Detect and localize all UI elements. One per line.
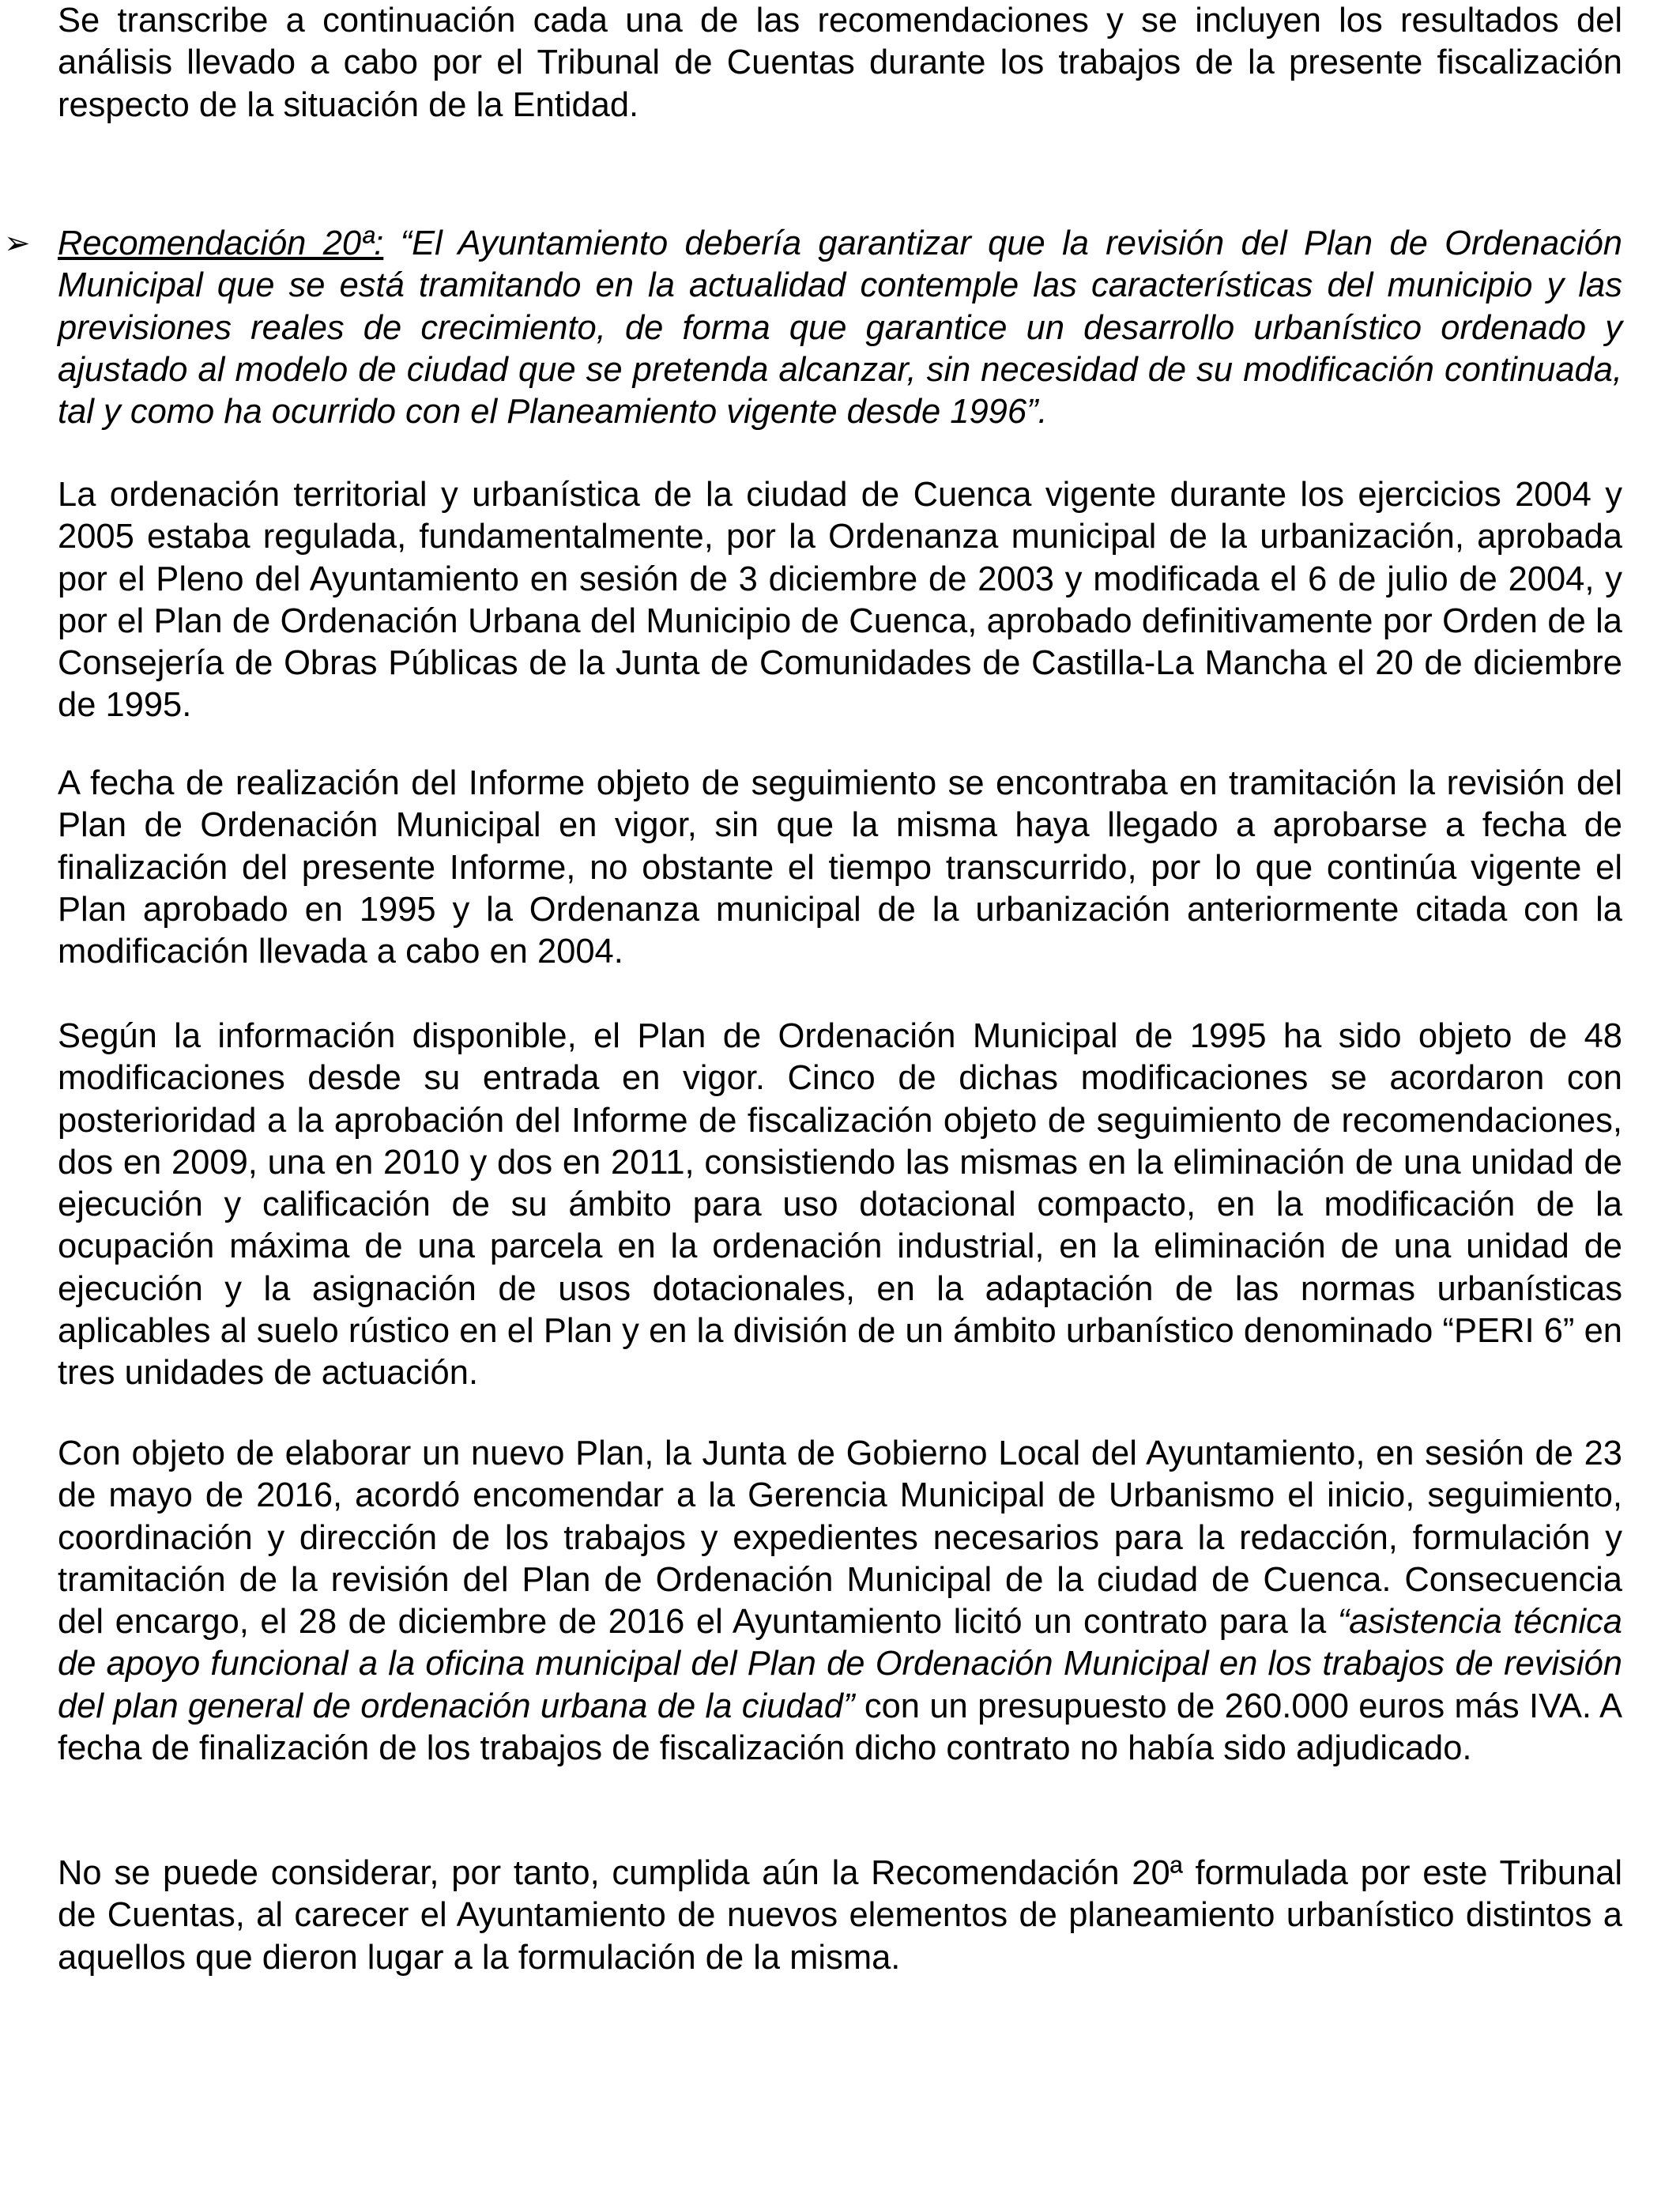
body-paragraph-5: No se puede considerar, por tanto, cumplida aún la Recomendación 20ª formulada por este Tribunal de Cuentas, al carecer el Ayuntamiento de nuevos elementos de planeamiento urbanístico distintos a aquellos que dieron lugar a la formulación de la misma. [58,1854,1622,1977]
recommendation-label: Recomendación 20ª: [58,224,384,262]
contract-title-quote: “asistencia técnica de apoyo funcional a la oficina municipal del Plan de Ordenación Municipal en los trabajos de revisión del plan general de ordenación urbana de la ciudad” [58,1603,1622,1725]
body-paragraph-2: A fecha de realización del Informe objeto de seguimiento se encontraba en tramitación la revisión del Plan de Ordenación Municipal en vigor, sin que la misma haya llegado a aprobarse a fecha de finalización del presente Informe, no obstante el tiempo transcurrido, por lo que continúa vigente el Plan aprobado en 1995 y la Ordenanza municipal de la urbanización anteriormente citada con la modificación llevada a cabo en 2004. [58,764,1622,971]
recommendation-paragraph [58,223,1622,433]
body-paragraph-4 [58,1433,1622,1770]
paragraph-4-end: con un presupuesto de 260.000 euros más IVA. A fecha de finalización de los trabajos de fiscalización dicho contrato no había sido adjudicado. [58,1687,1622,1768]
paragraph-4-start: Con objeto de elaborar un nuevo Plan, la Junta de Gobierno Local del Ayuntamiento, en sesión de 23 de mayo de 2016, acordó encomendar a la Gerencia Municipal de Urbanismo el inicio, seguimiento, coordinación y dirección de los trabajos y expedientes necesarios para la redacción, formulación y tramitación de la revisión del Plan de Ordenación Municipal de la ciudad de Cuenca. Consecuencia del encargo, el 28 de diciembre de 2016 el Ayuntamiento licitó un contrato para la [58,1434,1622,1642]
recommendation-block [4,223,1622,433]
body-paragraph-1: La ordenación territorial y urbanística de la ciudad de Cuenca vigente durante los ejercicios 2004 y 2005 estaba regulada, fundamentalmente, por la Ordenanza municipal de la urbanización, aprobada por el Pleno del Ayuntamiento en sesión de 3 diciembre de 2003 y modificada el 6 de julio de 2004, y por el Plan de Ordenación Urbana del Municipio de Cuenca, aprobado definitivamente por Orden de la Consejería de Obras Públicas de la Junta de Comunidades de Castilla-La Mancha el 20 de diciembre de 1995. [58,476,1622,725]
recommendation-text: “El Ayuntamiento debería garantizar que la revisión del Plan de Ordenación Municipal que se está tramitando en la actualidad contemple las características del municipio y las previsiones reales de crecimiento, de forma que garantice un desarrollo urbanístico ordenado y ajustado al modelo de ciudad que se pretenda alcanzar, sin necesidad de su modificación continuada, tal y como ha ocurrido con el Planeamiento vigente desde 1996”. [58,224,1622,432]
body-paragraph-3: Según la información disponible, el Plan de Ordenación Municipal de 1995 ha sido objeto de 48 modificaciones desde su entrada en vigor. Cinco de dichas modificaciones se acordaron con posterioridad a la aprobación del Informe de fiscalización objeto de seguimiento de recomendaciones, dos en 2009, una en 2010 y dos en 2011, consistiendo las mismas en la eliminación de una unidad de ejecución y calificación de su ámbito para uso dotacional compacto, en la modificación de la ocupación máxima de una parcela en la ordenación industrial, en la eliminación de una unidad de ejecución y la asignación de usos dotacionales, en la adaptación de las normas urbanísticas aplicables al suelo rústico en el Plan y en la división de un ámbito urbanístico denominado “PERI 6” en tres unidades de actuación. [58,1017,1622,1393]
arrow-bullet-icon: ➢ [4,225,31,262]
intro-paragraph: Se transcribe a continuación cada una de las recomendaciones y se incluyen los resultados del análisis llevado a cabo por el Tribunal de Cuentas durante los trabajos de la presente fiscalización respecto de la situación de la Entidad. [58,2,1622,124]
